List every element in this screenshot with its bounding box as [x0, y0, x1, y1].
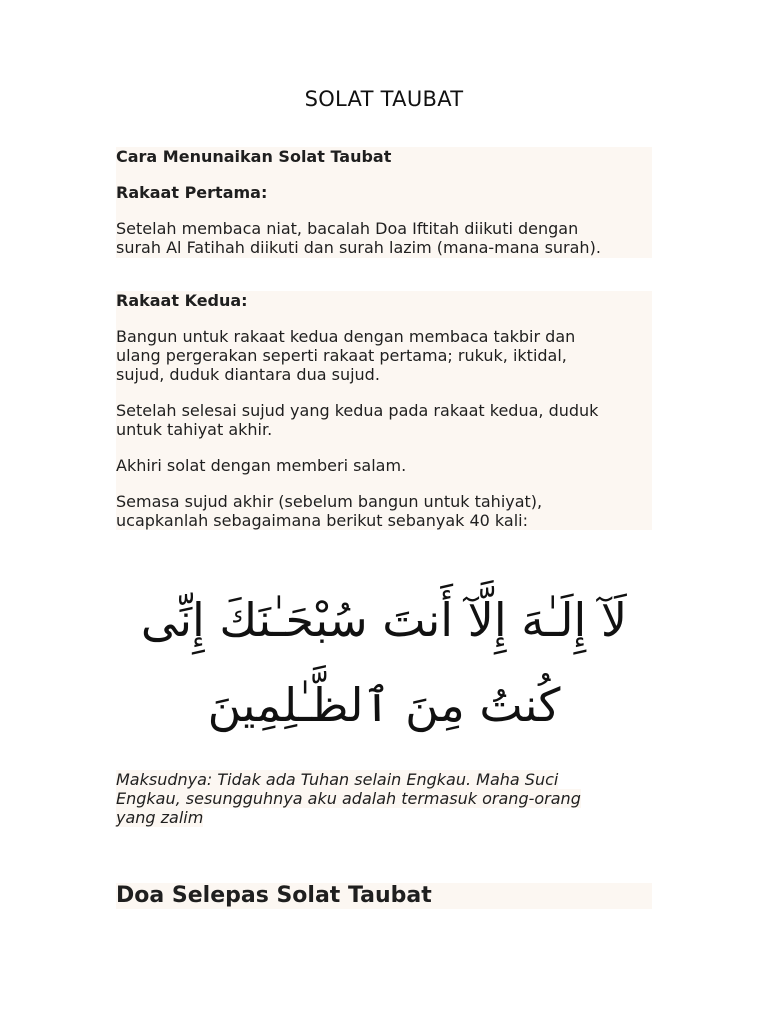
arabic-line: كُنتُ مِنَ ٱلظَّـٰلِمِينَ	[207, 678, 561, 732]
rakaat-kedua-heading: Rakaat Kedua:	[116, 291, 248, 310]
paragraph-line: untuk tahiyat akhir.	[116, 420, 273, 439]
rakaat-pertama-heading: Rakaat Pertama:	[116, 183, 268, 202]
translation-line: Maksudnya: Tidak ada Tuhan selain Engkau. Maha Suci	[116, 770, 559, 789]
paragraph-line: surah Al Fatihah diikuti dan surah lazim (mana-mana surah).	[116, 238, 601, 257]
section-heading: Cara Menunaikan Solat Taubat	[116, 147, 392, 166]
section-heading-doa: Doa Selepas Solat Taubat	[116, 883, 652, 909]
arabic-dua	[116, 580, 652, 750]
paragraph-line: Setelah membaca niat, bacalah Doa Iftitah diikuti dengan	[116, 219, 579, 238]
paragraph-line: sujud, duduk diantara dua sujud.	[116, 365, 380, 384]
page-title: SOLAT TAUBAT	[304, 87, 464, 111]
paragraph-line: ucapkanlah sebagaimana berikut sebanyak 40 kali:	[116, 511, 528, 530]
translation-line: yang zalim	[116, 808, 204, 827]
translation-line: Engkau, sesungguhnya aku adalah termasuk orang-orang	[116, 789, 581, 808]
paragraph-line: Akhiri solat dengan memberi salam.	[116, 456, 407, 475]
arabic-line: لَآ إِلَـٰهَ إِلَّآ أَنتَ سُبْحَـٰنَكَ إِنِّى	[140, 593, 628, 647]
section-rakaat-kedua	[116, 291, 652, 530]
section-how-to	[116, 147, 652, 258]
paragraph-line: Bangun untuk rakaat kedua dengan membaca takbir dan	[116, 327, 576, 346]
paragraph-line: Semasa sujud akhir (sebelum bangun untuk tahiyat),	[116, 492, 543, 511]
translation	[116, 770, 652, 827]
paragraph-line: ulang pergerakan seperti rakaat pertama; rukuk, iktidal,	[116, 346, 567, 365]
paragraph-line: Setelah selesai sujud yang kedua pada rakaat kedua, duduk	[116, 401, 599, 420]
